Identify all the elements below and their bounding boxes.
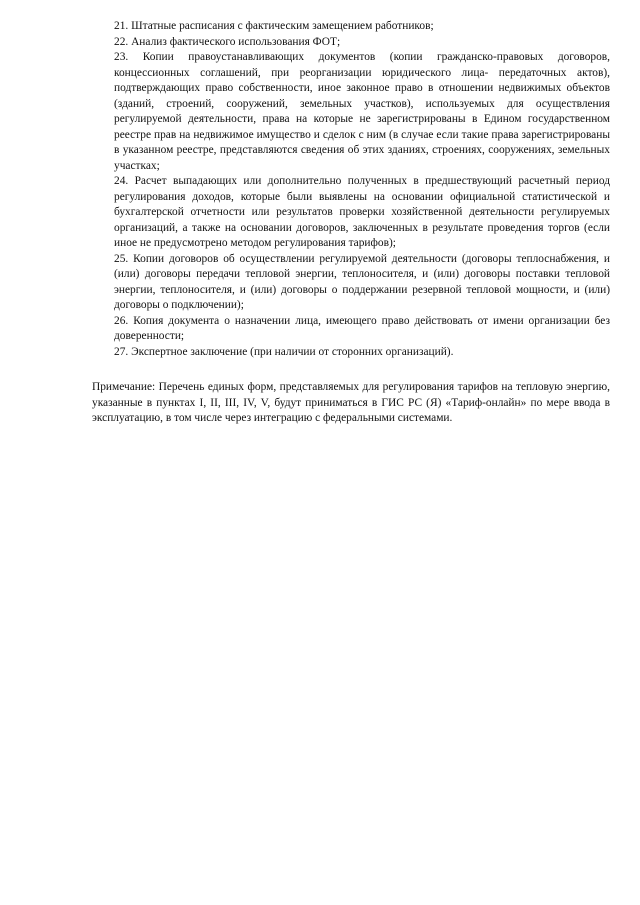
list-item-23: 23. Копии правоустанавливающих документов (копии гражданско-правовых договоров, концессионных соглашений, при реорганизации юридического лица- передаточных актов), подтверждающих право собственности, иное законное право в отношении недвижимых объектов (зданий, строений, сооружений, земельных участков), используемых для осуществления регулируемой деятельности, права на которые не зарегистрированы в Едином государственном реестре прав на недвижимое имущество и сделок с ним (в случае если такие права зарегистрированы в указанном реестре, представляются сведения об этих зданиях, строениях, сооружениях, земельных участках;: [114, 51, 610, 172]
list-item-24: 24. Расчет выпадающих или дополнительно полученных в предшествующий расчетный период регулирования доходов, которые были выявлены на основании официальной статистической и бухгалтерской отчетности или результатов проверки хозяйственной деятельности регулируемых организаций, а также на основании договоров, заключенных в результате проведения торгов (если иное не предусмотрено методом регулирования тарифов);: [114, 175, 610, 249]
document-body: [92, 19, 610, 427]
list-item-21: 21. Штатные расписания с фактическим замещением работников;: [114, 20, 434, 32]
list-item-26: 26. Копия документа о назначении лица, имеющего право действовать от имени организации без доверенности;: [114, 314, 610, 342]
list-item-27: 27. Экспертное заключение (при наличии от сторонних организаций).: [114, 345, 454, 358]
list-item-25: 25. Копии договоров об осуществлении регулируемой деятельности (договоры теплоснабжения, и (или) договоры передачи тепловой энергии, теплоносителя, и (или) договоры поставки тепловой энергии, теплоносителя, и (или) договоры о поддержании резервной тепловой мощности, и (или) договоры о подключении);: [114, 252, 610, 311]
note-paragraph: Примечание: Перечень единых форм, представляемых для регулирования тарифов на тепловую энергию, указанные в пунктах I, II, III, IV, V, будут приниматься в ГИС РС (Я) «Тариф-онлайн» по мере ввода в эксплуатацию, в том числе через интеграцию с федеральными системами.: [92, 381, 610, 424]
list-item-22: 22. Анализ фактического использования ФОТ;: [114, 35, 341, 48]
